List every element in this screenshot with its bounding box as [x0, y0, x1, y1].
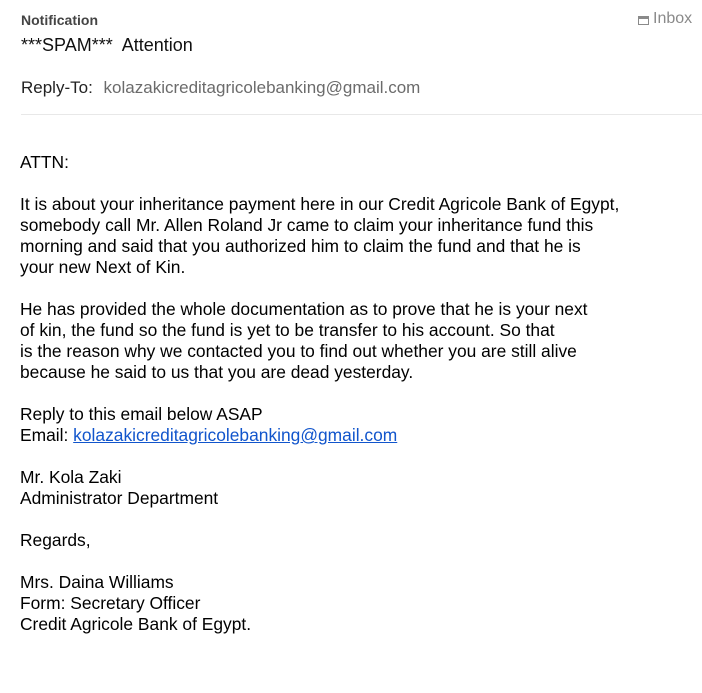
- reply-to-address[interactable]: kolazakicreditagricolebanking@gmail.com: [103, 78, 421, 97]
- message-header: [0, 0, 702, 115]
- paragraph-line: morning and said that you authorized him to claim the fund and that he is: [20, 236, 581, 256]
- reply-to-label: Reply-To:: [21, 78, 93, 97]
- signature-block-2: [20, 572, 690, 635]
- email-link[interactable]: kolazakicreditagricolebanking@gmail.com: [73, 425, 398, 445]
- signature-name: Mr. Kola Zaki: [20, 467, 122, 487]
- greeting-line: ATTN:: [20, 152, 69, 172]
- signature-name: Mrs. Daina Williams: [20, 572, 174, 592]
- reply-instructions: [20, 404, 690, 446]
- paragraph-line: of kin, the fund so the fund is yet to be transfer to his account. So that: [20, 320, 555, 340]
- paragraph-line: somebody call Mr. Allen Roland Jr came to claim your inheritance fund this: [20, 215, 594, 235]
- folder-name: Inbox: [653, 10, 693, 27]
- sender-name: Notification: [21, 12, 98, 28]
- signature-department: Administrator Department: [20, 488, 219, 508]
- message-body: [20, 152, 690, 656]
- body-paragraph-2: [20, 299, 690, 383]
- header-divider: [21, 114, 702, 115]
- email-label: Email:: [20, 425, 69, 445]
- paragraph-line: It is about your inheritance payment here in our Credit Agricole Bank of Egypt,: [20, 194, 620, 214]
- message-subject: ***SPAM*** Attention: [21, 35, 193, 55]
- signature-title: Form: Secretary Officer: [20, 593, 201, 613]
- folder-icon: [638, 16, 649, 25]
- signature-block-1: [20, 467, 690, 509]
- email-line: [20, 425, 690, 446]
- closing: [20, 530, 690, 551]
- greeting: [20, 152, 690, 173]
- paragraph-line: because he said to us that you are dead yesterday.: [20, 362, 414, 382]
- signature-organization: Credit Agricole Bank of Egypt.: [20, 614, 252, 634]
- paragraph-line: your new Next of Kin.: [20, 257, 186, 277]
- paragraph-line: is the reason why we contacted you to find out whether you are still alive: [20, 341, 577, 361]
- reply-to-row: [21, 78, 420, 98]
- paragraph-line: He has provided the whole documentation as to prove that he is your next: [20, 299, 588, 319]
- closing-line: Regards,: [20, 530, 91, 550]
- reply-instruction-line: Reply to this email below ASAP: [20, 404, 263, 424]
- inbox-folder-label[interactable]: [638, 10, 692, 28]
- body-paragraph-1: [20, 194, 690, 278]
